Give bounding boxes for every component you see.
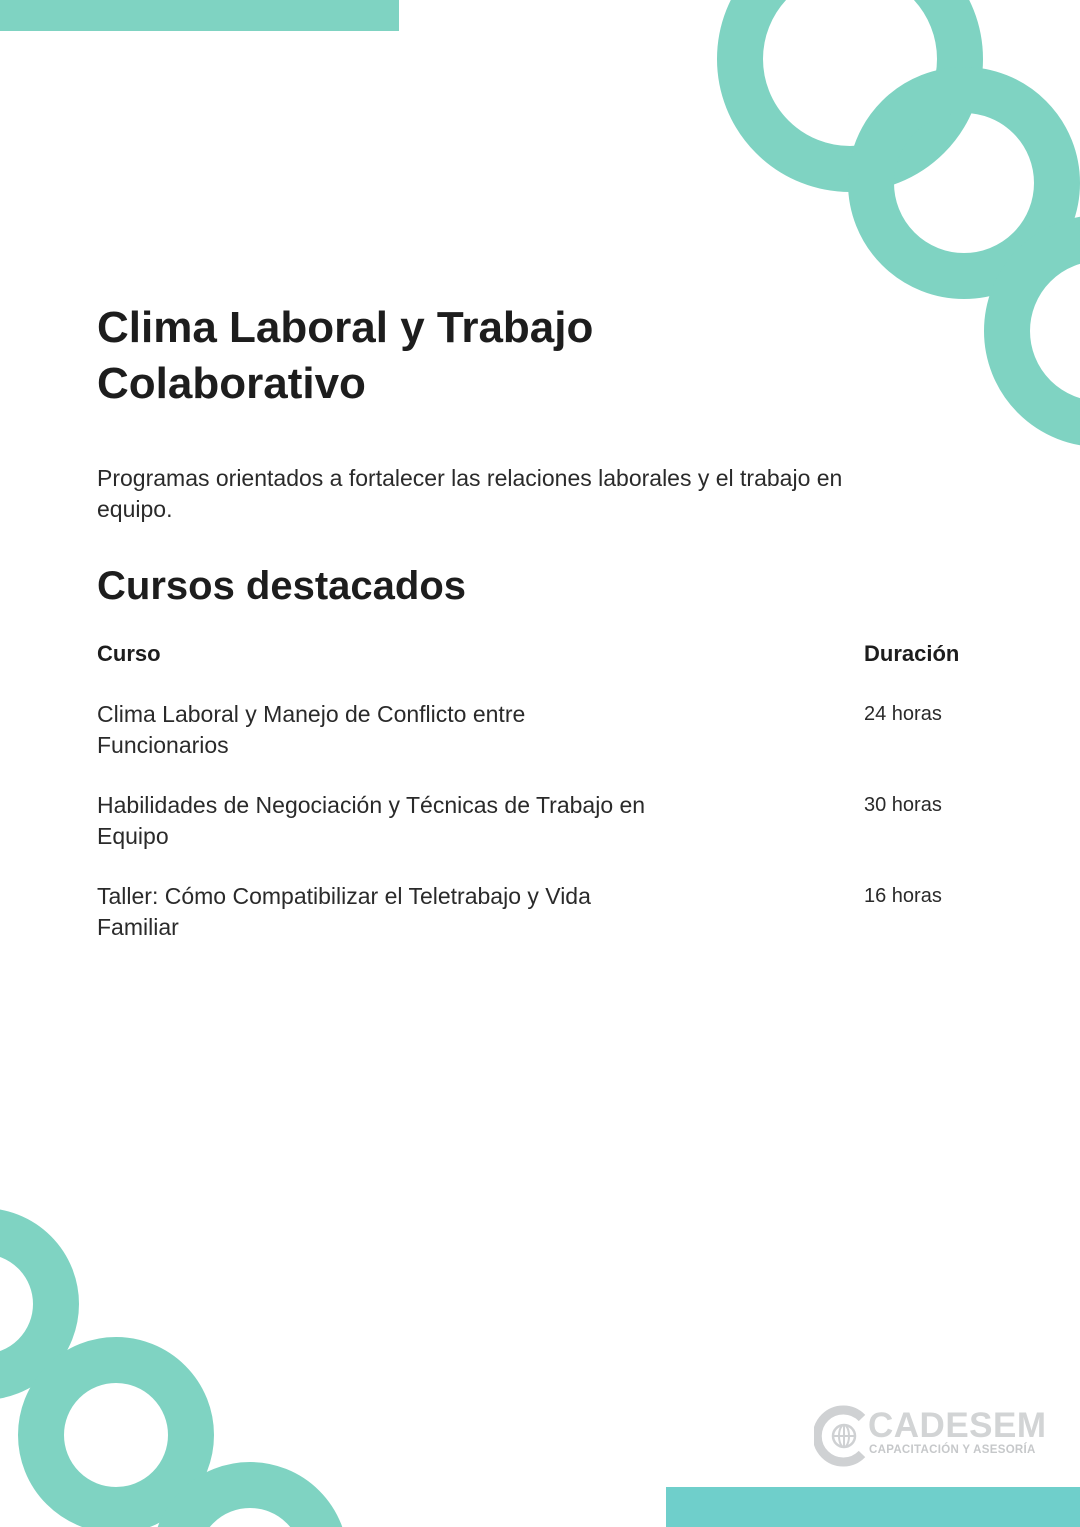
ring-top-3 bbox=[1007, 238, 1080, 424]
header-duration: Duración bbox=[864, 641, 960, 666]
cadesem-logo bbox=[814, 1404, 1054, 1468]
course-duration: 24 horas bbox=[864, 703, 942, 725]
logo-name: CADESEM bbox=[868, 1406, 1047, 1445]
course-duration: 30 horas bbox=[864, 794, 942, 816]
course-duration: 16 horas bbox=[864, 885, 942, 907]
course-name: Habilidades de Negociación y Técnicas de Trabajo en Equipo bbox=[97, 792, 646, 849]
globe-c-icon bbox=[814, 1404, 874, 1468]
logo-tagline: CAPACITACIÓN Y ASESORÍA bbox=[869, 1444, 1036, 1456]
course-name: Clima Laboral y Manejo de Conflicto entre Funcionarios bbox=[97, 701, 526, 758]
header-course: Curso bbox=[97, 641, 161, 666]
page-title: Clima Laboral y Trabajo Colaborativo bbox=[97, 303, 594, 408]
ring-bottom-1 bbox=[0, 1231, 56, 1377]
ring-bottom-3 bbox=[175, 1485, 325, 1527]
ring-bottom-2 bbox=[41, 1360, 191, 1510]
section-title: Cursos destacados bbox=[97, 564, 467, 608]
intro-text: Programas orientados a fortalecer las relaciones laborales y el trabajo en equipo. bbox=[97, 465, 843, 522]
course-name: Taller: Cómo Compatibilizar el Teletrabajo y Vida Familiar bbox=[97, 883, 591, 940]
